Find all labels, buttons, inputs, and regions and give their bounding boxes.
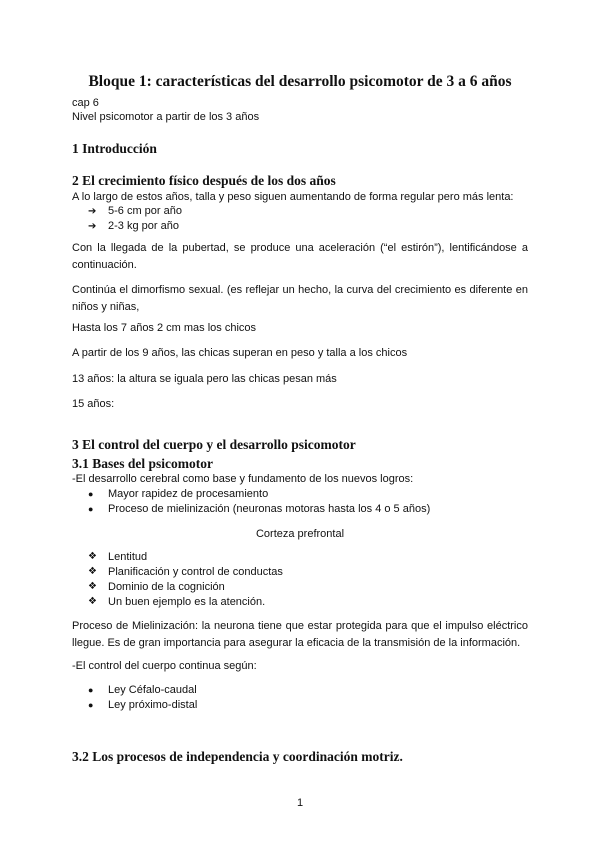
section-heading-control-cuerpo: 3 El control del cuerpo y el desarrollo psicomotor — [72, 437, 356, 452]
document-title: Bloque 1: características del desarrollo psicomotor de 3 a 6 años — [88, 73, 512, 90]
arrow-icon: ➔ — [88, 221, 97, 232]
paragraph-9-anos: A partir de los 9 años, las chicas superan en peso y talla a los chicos — [72, 347, 408, 359]
diamond-bullet-icon: ❖ — [88, 551, 97, 562]
bullet-item-mielinizacion: Proceso de mielinización (neuronas motoras hasta los 4 o 5 años) — [108, 503, 431, 515]
diamond-bullet-icon: ❖ — [88, 566, 97, 577]
section-heading-introduccion: 1 Introducción — [72, 141, 157, 156]
bullet-item-rapidez: Mayor rapidez de procesamiento — [108, 488, 269, 500]
paragraph-pubertad: Con la llegada de la pubertad, se produce una aceleración (“el estirón”), lentificándose a continuación. — [72, 242, 528, 271]
subsection-heading-independencia: 3.2 Los procesos de independencia y coordinación motriz. — [72, 749, 403, 764]
diamond-item-atencion: Un buen ejemplo es la atención. — [108, 596, 266, 608]
paragraph-15-anos: 15 años: — [72, 398, 115, 410]
diamond-item-planificacion: Planificación y control de conductas — [108, 566, 283, 578]
paragraph-dimorfismo: Continúa el dimorfismo sexual. (es reflejar un hecho, la curva del crecimiento es diferente en niños y niñas, — [72, 284, 528, 313]
brain-lead: -El desarrollo cerebral como base y fundamento de los nuevos logros: — [72, 473, 414, 485]
page-number: 1 — [296, 797, 304, 809]
bullet-icon: ● — [88, 700, 94, 710]
bullet-item-proximo-distal: Ley próximo-distal — [108, 699, 198, 711]
paragraph-control-cuerpo: -El control del cuerpo continua según: — [72, 660, 257, 672]
paragraph-13-anos: 13 años: la altura se iguala pero las chicas pesan más — [72, 373, 337, 385]
paragraph-mielinizacion: Proceso de Mielinización: la neurona tiene que estar protegida para que el impulso eléctrico llegue. Es de gran importancia para asegurar la eficacia de la transmisión de la información. — [72, 620, 528, 649]
arrow-item-weight: 2-3 kg por año — [108, 220, 179, 232]
section-heading-crecimiento: 2 El crecimiento físico después de los dos años — [72, 173, 336, 188]
diamond-bullet-icon: ❖ — [88, 596, 97, 607]
bullet-icon: ● — [88, 504, 94, 514]
centered-label-corteza: Corteza prefrontal — [255, 528, 345, 540]
bullet-item-cefalo-caudal: Ley Céfalo-caudal — [108, 684, 197, 696]
diamond-item-cognicion: Dominio de la cognición — [108, 581, 225, 593]
subsection-heading-bases: 3.1 Bases del psicomotor — [72, 456, 213, 471]
paragraph-7-anos: Hasta los 7 años 2 cm mas los chicos — [72, 322, 257, 334]
diamond-item-lentitud: Lentitud — [108, 551, 148, 563]
intro-line-chapter: cap 6 — [72, 97, 99, 109]
growth-lead: A lo largo de estos años, talla y peso siguen aumentando de forma regular pero más lenta: — [72, 191, 514, 203]
arrow-icon: ➔ — [88, 206, 97, 217]
arrow-item-height: 5-6 cm por año — [108, 205, 182, 217]
bullet-icon: ● — [88, 685, 94, 695]
bullet-icon: ● — [88, 489, 94, 499]
diamond-bullet-icon: ❖ — [88, 581, 97, 592]
intro-line-level: Nivel psicomotor a partir de los 3 años — [72, 111, 260, 123]
